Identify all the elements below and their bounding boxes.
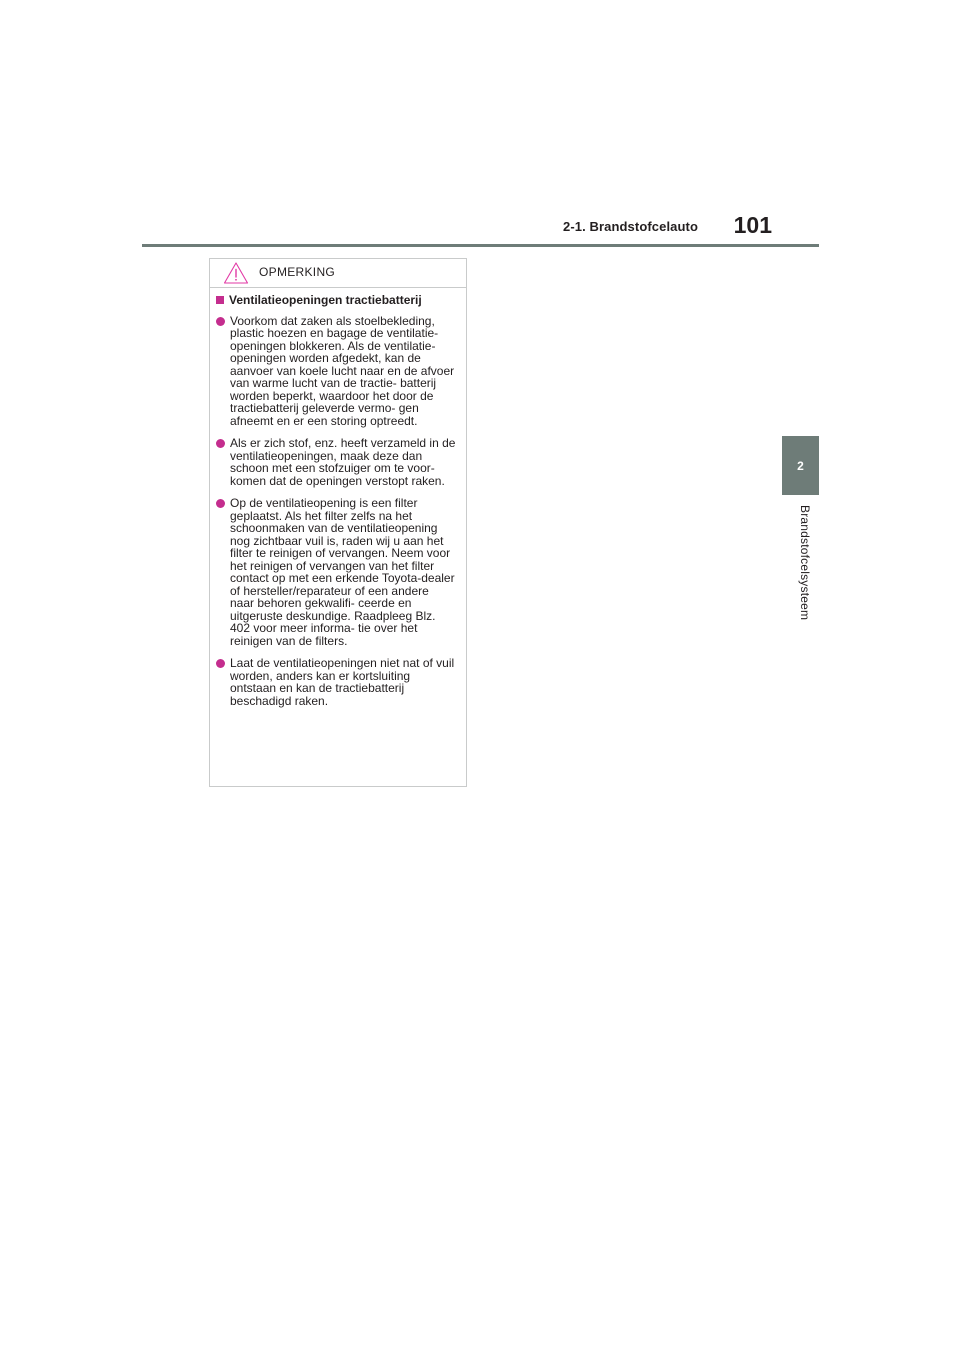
section-title: 2-1. Brandstofcelauto	[562, 219, 698, 234]
list-item	[215, 437, 456, 487]
list-item-text: Als er zich stof, enz. heeft verzameld in de ventilatieopeningen, maak deze dan schoon met een stofzuiger om te voor- komen dat de openingen verstopt raken.	[230, 436, 456, 488]
square-bullet-icon	[216, 296, 224, 304]
subheading-text: Ventilatieopeningen tractiebatterij	[229, 293, 422, 307]
notice-header	[210, 259, 466, 288]
notice-body	[210, 288, 466, 707]
header-divider	[142, 244, 819, 247]
list-item	[215, 657, 456, 707]
bullet-icon	[216, 499, 225, 508]
page-number: 101	[733, 212, 772, 238]
chapter-title: Brandstofcelsysteem	[798, 505, 812, 621]
bullet-icon	[216, 659, 225, 668]
chapter-tab	[782, 436, 819, 495]
notice-box	[209, 258, 467, 787]
list-item	[215, 497, 456, 647]
bullet-icon	[216, 439, 225, 448]
list-item-text: Voorkom dat zaken als stoelbekleding, plastic hoezen en bagage de ventilatie- openingen blokkeren. Als de ventilatie- openingen worden afgedekt, kan de aanvoer van koele lucht naar en de afvoer van warme lucht van de tractie- batterij worden beperkt, waardoor het door de tractiebatterij geleverde vermo- gen afneemt en er een storing optreedt.	[230, 313, 455, 428]
notice-title: OPMERKING	[259, 265, 336, 279]
bullet-icon	[216, 317, 225, 326]
list-item-text: Laat de ventilatieopeningen niet nat of vuil worden, anders kan er kortsluiting ontstaan en kan de tractiebatterij beschadigd raken.	[230, 656, 455, 708]
list-item	[215, 315, 456, 428]
warning-triangle-icon	[223, 261, 249, 285]
chapter-number: 2	[797, 458, 804, 473]
list-item-text: Op de ventilatieopening is een filter geplaatst. Als het filter zelfs na het schoonmaken van de ventilatieopening nog zichtbaar vuil is, raden wij u aan het filter te reinigen of vervangen. Neem voor het reinigen of vervangen van het filter contact op met een erkende Toyota-dealer of hersteller/reparateur of een andere naar behoren gekwalifi- ceerde en uitgeruste deskundige. Raadpleeg Blz. 402 voor meer informa- tie over het reinigen van de filters.	[230, 496, 455, 648]
notice-subheading	[215, 294, 456, 307]
